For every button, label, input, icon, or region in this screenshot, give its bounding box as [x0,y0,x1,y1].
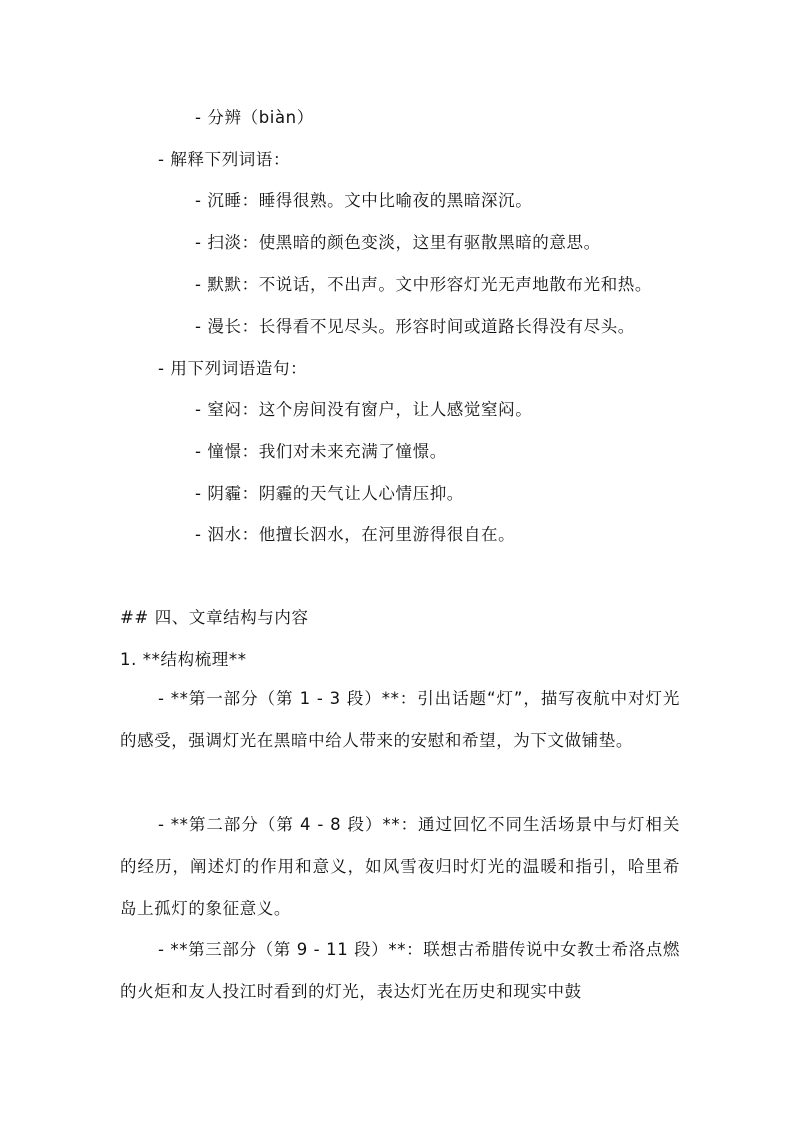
sentence-item-yinmai: - 阴霾：阴霾的天气让人心情压抑。 [195,484,464,503]
explain-heading: - 解释下列词语： [158,150,291,169]
sentence-item-zhimen: - 窒闷：这个房间没有窗户，让人感觉窒闷。 [195,400,533,419]
structure-paragraph-part1: - **第一部分（第 1 - 3 段）**：引出话题“灯”，描写夜航中对灯光的感受，强调灯光在黑暗中给人带来的安慰和希望，为下文做铺垫。 [120,689,680,750]
sentence-item-chongjing: - 憧憬：我们对未来充满了憧憬。 [195,442,447,461]
structure-paragraph-part2: - **第二部分（第 4 - 8 段）**：通过回忆不同生活场景中与灯相关的经历，阐述灯的作用和意义，如风雪夜归时灯光的温暖和指引，哈里希岛上孤灯的象征意义。 [120,815,680,918]
sentence-item-qiushui: - 泅水：他擅长泅水，在河里游得很自在。 [195,525,516,544]
explain-item-chenshui: - 沉睡：睡得很熟。文中比喻夜的黑暗深沉。 [195,191,533,210]
section-subheading: 1. **结构梳理** [120,650,247,669]
explain-item-saodan: - 扫淡：使黑暗的颜色变淡，这里有驱散黑暗的意思。 [195,233,601,252]
explain-item-momo: - 默默：不说话，不出声。文中形容灯光无声地散布光和热。 [195,275,652,294]
sentences-heading: - 用下列词语造句： [158,359,308,378]
explain-item-manchang: - 漫长：长得看不见尽头。形容时间或道路长得没有尽头。 [195,317,635,336]
section-heading: ## 四、文章结构与内容 [120,608,309,627]
vocab-item-fenbian: - 分辨（biàn） [195,108,314,127]
structure-paragraph-part3: - **第三部分（第 9 - 11 段）**：联想古希腊传说中女教士希洛点燃的火炬和友人投江时看到的灯光，表达灯光在历史和现实中鼓 [120,940,680,1001]
